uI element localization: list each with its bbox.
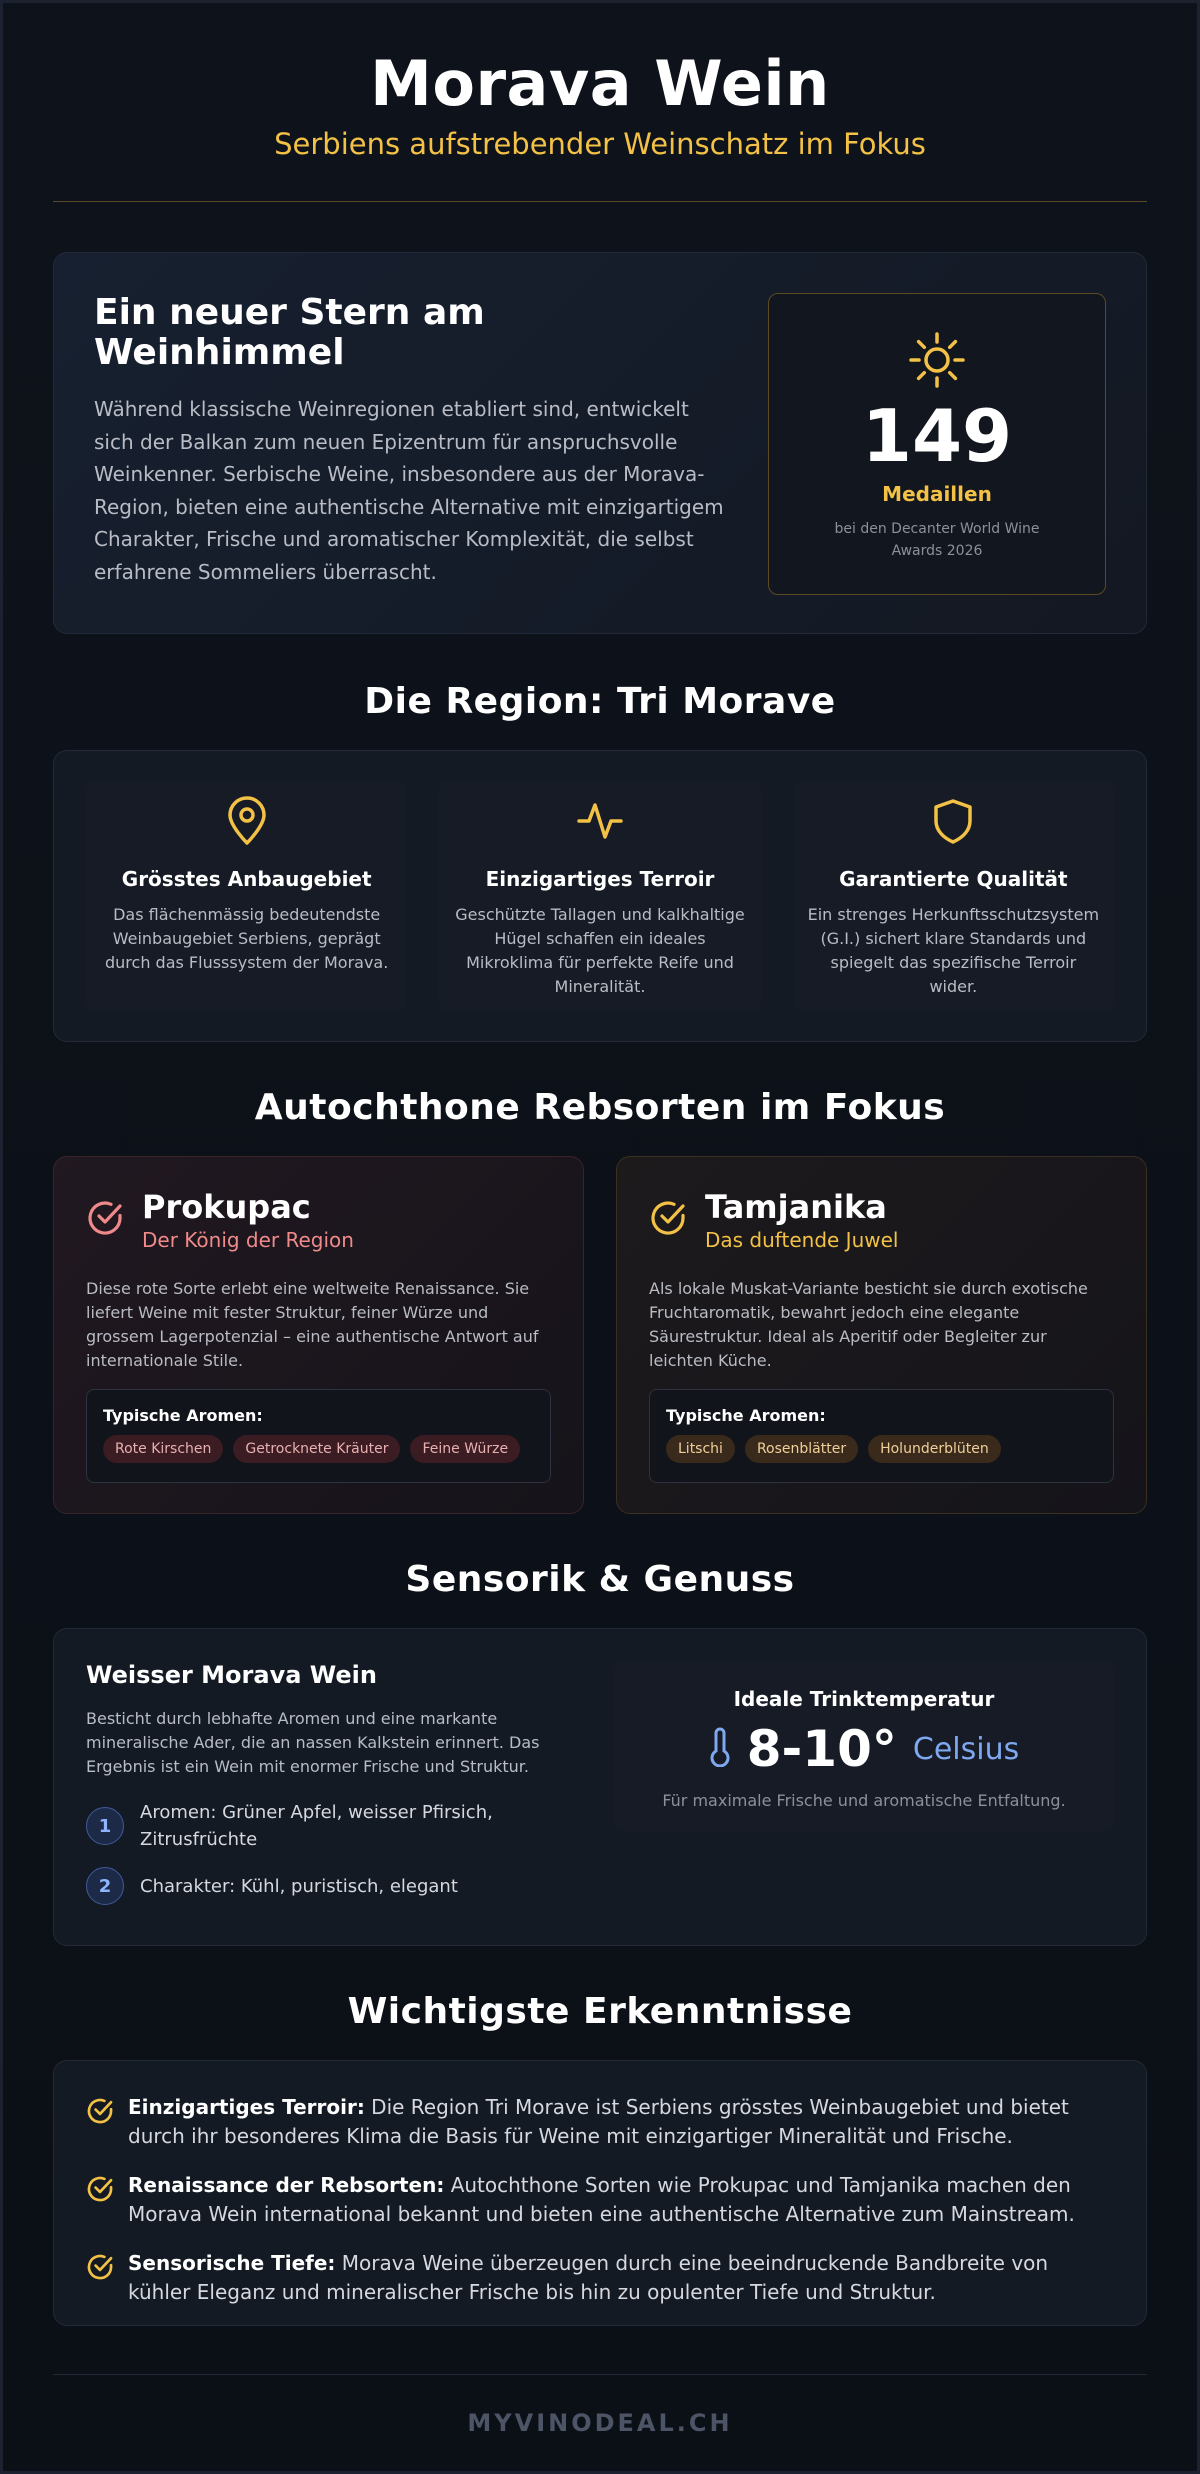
grape-description: Diese rote Sorte erlebt eine weltweite Renaissance. Sie liefert Weine mit fester Struktur, feiner Würze und grossem Lagerpotenzial – eine authentische Antwort auf internationale Stile.: [86, 1279, 539, 1370]
finding-text: Die Region Tri Morave ist Serbiens grösstes Weinbaugebiet und bietet durch ihr besonderes Klima die Basis für Weine mit einzigartiger Mineralität und Frische.: [128, 2095, 1069, 2148]
findings-section-title: Wichtigste Erkenntnisse: [347, 1991, 853, 2032]
header-divider: [53, 201, 1147, 202]
check-circle-icon: [86, 2175, 114, 2229]
finding-item: [86, 2249, 1114, 2307]
sun-icon: [769, 330, 1105, 394]
shield-icon: [807, 795, 1100, 847]
feature-card-qualitaet: [793, 781, 1114, 1011]
header: [53, 3, 1147, 163]
check-circle-icon: [649, 1199, 687, 1241]
list-item: [86, 1867, 556, 1905]
footer-divider: [53, 2374, 1147, 2375]
intro-heading: Ein neuer Stern am Weinhimmel: [94, 292, 485, 373]
feature-body: Das flächenmässig bedeutendste Weinbaugebiet Serbiens, geprägt durch das Flusssystem der Morava.: [105, 905, 389, 972]
list-item-text: Aromen: Grüner Apfel, weisser Pfirsich, Zitrusfrüchte: [140, 1802, 493, 1850]
intro-card: [53, 252, 1147, 634]
grape-name: Tamjanika: [705, 1188, 887, 1226]
grapes-section-title: Autochthone Rebsorten im Fokus: [254, 1087, 946, 1128]
feature-title: Grösstes Anbaugebiet: [121, 867, 372, 891]
temperature-box: [614, 1661, 1114, 1831]
feature-title: Einzigartiges Terroir: [485, 867, 715, 891]
page-title: Morava Wein: [370, 47, 830, 120]
aroma-tag: Rote Kirschen: [103, 1435, 223, 1463]
feature-card-anbaugebiet: [86, 781, 407, 1011]
activity-icon: [453, 795, 746, 847]
sensorik-section-title: Sensorik & Genuss: [405, 1559, 795, 1600]
region-section-title: Die Region: Tri Morave: [364, 681, 836, 722]
aroma-tag: Feine Würze: [410, 1435, 520, 1463]
check-circle-icon: [86, 2097, 114, 2151]
finding-item: [86, 2093, 1114, 2151]
aromas-label: Typische Aromen:: [666, 1406, 826, 1425]
finding-title: Einzigartiges Terroir:: [128, 2095, 365, 2119]
feature-body: Geschützte Tallagen und kalkhaltige Hügel schaffen ein ideales Mikroklima für perfekte Reife und Mineralität.: [455, 905, 745, 996]
temperature-value: 8-10°: [746, 1720, 897, 1778]
region-card: [53, 750, 1147, 1042]
footer-brand: MYVINODEAL.CH: [467, 2409, 733, 2437]
page-subtitle: Serbiens aufstrebender Weinschatz im Fokus: [274, 127, 926, 161]
grapes-row: [53, 1156, 1147, 1514]
findings-card: [53, 2060, 1147, 2326]
medal-note: bei den Decanter World Wine Awards 2026: [834, 521, 1040, 559]
number-badge: 2: [86, 1867, 124, 1905]
finding-item: [86, 2171, 1114, 2229]
temperature-label: Ideale Trinktemperatur: [733, 1687, 995, 1711]
aromas-box: [86, 1389, 551, 1483]
grape-card-tamjanika: [616, 1156, 1147, 1514]
finding-text: Morava Weine überzeugen durch eine beeindruckende Bandbreite von kühler Eleganz und mineralischer Frische bis hin zu opulenter Tiefe und Struktur.: [128, 2251, 1049, 2304]
check-circle-icon: [86, 2253, 114, 2307]
aroma-tag: Holunderblüten: [868, 1435, 1001, 1463]
aromas-label: Typische Aromen:: [103, 1406, 263, 1425]
feature-card-terroir: [439, 781, 760, 1011]
medal-count: 149: [861, 394, 1013, 478]
aromas-box: [649, 1389, 1114, 1483]
grape-name: Prokupac: [142, 1188, 311, 1226]
grape-subtitle: Der König der Region: [142, 1228, 354, 1252]
sensorik-body: Besticht durch lebhafte Aromen und eine markante mineralische Ader, die an nassen Kalkstein erinnert. Das Ergebnis ist ein Wein mit enormer Frische und Struktur.: [86, 1709, 540, 1776]
intro-body: Während klassische Weinregionen etabliert sind, entwickelt sich der Balkan zum neuen Epizentrum für anspruchsvolle Weinkenner. Serbische Weine, insbesondere aus der Morava-Region, bieten eine authentische Alternative mit einzigartigem Charakter, Frische und aromatischer Komplexität, die selbst erfahrene Sommeliers überrascht.: [94, 397, 724, 584]
feature-title: Garantierte Qualität: [839, 867, 1068, 891]
grape-subtitle: Das duftende Juwel: [705, 1228, 899, 1252]
check-circle-icon: [86, 1199, 124, 1241]
map-pin-icon: [100, 795, 393, 847]
finding-text: Autochthone Sorten wie Prokupac und Tamjanika machen den Morava Wein international bekannt und bieten eine authentische Alternative zum Mainstream.: [128, 2173, 1075, 2226]
sensorik-list: [86, 1799, 556, 1905]
thermometer-icon: [709, 1727, 731, 1771]
aroma-tag: Rosenblätter: [745, 1435, 858, 1463]
grape-description: Als lokale Muskat-Variante besticht sie durch exotische Fruchtaromatik, bewahrt jedoch eine elegante Säurestruktur. Ideal als Aperitif oder Begleiter zur leichten Küche.: [649, 1279, 1088, 1370]
feature-body: Ein strenges Herkunftsschutzsystem (G.I.) sichert klare Standards und spiegelt das spezifische Terroir wider.: [807, 905, 1100, 996]
list-item: [86, 1799, 556, 1853]
sensorik-card: [53, 1628, 1147, 1946]
medal-label: Medaillen: [882, 482, 992, 506]
number-badge: 1: [86, 1807, 124, 1845]
finding-title: Renaissance der Rebsorten:: [128, 2173, 445, 2197]
finding-title: Sensorische Tiefe:: [128, 2251, 336, 2275]
temperature-note: Für maximale Frische und aromatische Entfaltung.: [662, 1791, 1066, 1810]
sensorik-heading: Weisser Morava Wein: [86, 1661, 377, 1689]
aroma-tag: Getrocknete Kräuter: [233, 1435, 400, 1463]
grape-card-prokupac: [53, 1156, 584, 1514]
aroma-tag: Litschi: [666, 1435, 735, 1463]
intro-text: [94, 293, 734, 593]
temperature-unit: Celsius: [912, 1731, 1020, 1767]
medal-stat-box: [768, 293, 1106, 595]
list-item-text: Charakter: Kühl, puristisch, elegant: [140, 1875, 458, 1897]
